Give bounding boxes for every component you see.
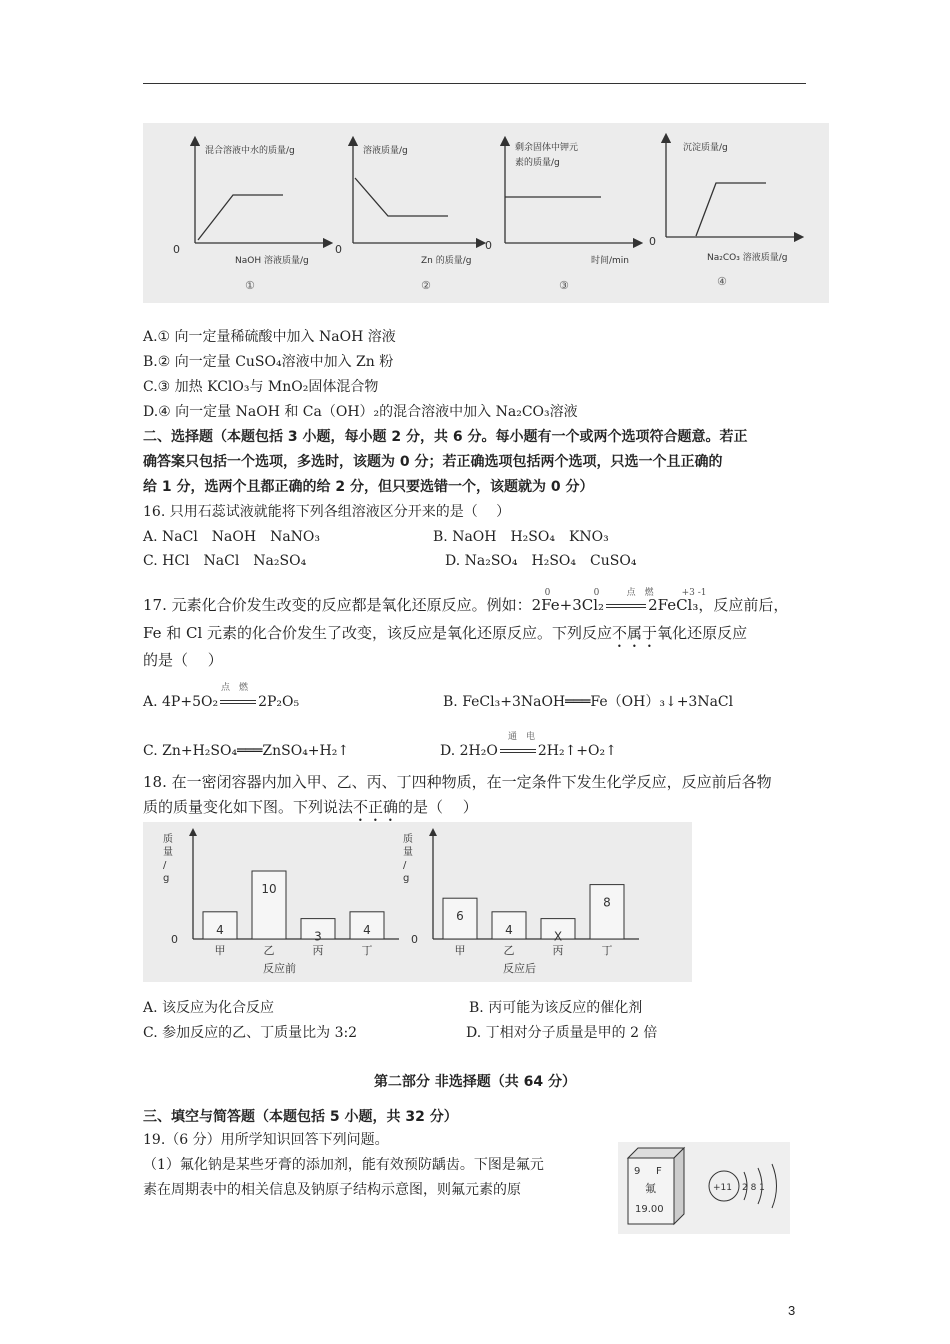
q16-option-d: D. Na₂SO₄ H₂SO₄ CuSO₄	[445, 553, 637, 569]
element-number: 9	[634, 1166, 641, 1177]
y-axis-label: 质量/ g	[403, 834, 413, 884]
part2-title: 第二部分 非选择题（共 64 分）	[373, 1074, 577, 1090]
q17-stem-line1: 17. 元素化合价发生改变的反应都是氧化还原反应。例如： 0 0 点 燃 +3 -1 2Fe+3Cl₂ 2FeCl₃，反应前后，	[143, 588, 789, 614]
graph-4-curve	[696, 183, 766, 236]
chart-title: 反应前	[263, 962, 296, 975]
category-label: 甲	[214, 944, 226, 957]
category-label: 丁	[361, 944, 373, 957]
element-symbol: F	[656, 1166, 662, 1177]
graph-3-ylabel: 剩余固体中钾元	[515, 143, 579, 153]
graph-4-num: ④	[717, 275, 727, 288]
category-label: 乙	[503, 944, 515, 957]
q17-option-a: 点 燃 A. 4P+5O₂ 2P₂O₅	[143, 683, 300, 710]
graph-1-ylabel: 混合溶液中水的质量/g	[205, 146, 295, 156]
graph-4-xlabel: Na₂CO₃ 溶液质量/g	[707, 253, 788, 263]
fluorine-figure	[618, 1142, 790, 1234]
data-label: X	[553, 929, 563, 944]
q18-option-c: C. 参加反应的乙、丁质量比为 3:2	[143, 1025, 358, 1041]
q18-option-d: D. 丁相对分子质量是甲的 2 倍	[466, 1025, 658, 1041]
section2-line1: 二、选择题（本题包括 3 小题，每小题 2 分，共 6 分。每小题有一个或两个选项符合题意。若正	[143, 429, 748, 445]
q18-option-b: B. 丙可能为该反应的催化剂	[469, 1000, 643, 1016]
bar-chart-1	[163, 828, 399, 975]
section2-line3: 给 1 分，选两个且都正确的给 2 分，但只要选错一个，该题就为 0 分）	[143, 479, 594, 495]
data-label: 3	[314, 929, 322, 944]
graph-2-xlabel: Zn 的质量/g	[421, 256, 472, 266]
atom-shells: 2 8 1	[742, 1183, 765, 1193]
q19-stem: 19.（6 分）用所学知识回答下列问题。	[143, 1132, 389, 1148]
q19-part1-line1: （1）氟化钠是某些牙膏的添加剂，能有效预防龋齿。下图是氟元	[143, 1157, 544, 1173]
q18-option-a: A. 该反应为化合反应	[143, 1000, 275, 1016]
section2-line2: 确答案只包括一个选项，多选时，该题为 0 分；若正确选项包括两个选项，只选一个且正确的	[143, 454, 723, 470]
category-label: 丁	[601, 944, 613, 957]
data-label: 10	[261, 882, 277, 896]
q18-stem-line2: 质的质量变化如下图。下列说法不正确的是（ ）	[143, 798, 478, 816]
svg-text:0: 0	[335, 243, 342, 256]
graph-2-curve	[355, 178, 448, 216]
bar-charts-svg	[143, 822, 692, 982]
svg-text:0: 0	[173, 243, 180, 256]
bar-丁	[590, 885, 624, 939]
section3-heading: 三、填空与简答题（本题包括 5 小题，共 32 分）	[143, 1109, 458, 1125]
q16-option-c: C. HCl NaCl Na₂SO₄	[143, 553, 307, 569]
q18-stem-line1: 18. 在一密闭容器内加入甲、乙、丙、丁四种物质，在一定条件下发生化学反应，反应前后各物	[143, 773, 772, 791]
q16-stem: 16. 只用石蕊试液就能将下列各组溶液区分开来的是（ ）	[143, 504, 511, 520]
element-mass: 19.00	[635, 1204, 664, 1215]
category-label: 丙	[552, 944, 564, 957]
graph-2-ylabel: 溶液质量/g	[363, 146, 408, 156]
q17-option-d: 通 电 D. 2H₂O 2H₂↑+O₂↑	[440, 732, 617, 759]
y-axis-arrow	[429, 828, 437, 836]
q17-option-c: C. Zn+H₂SO₄═══ZnSO₄+H₂↑	[143, 743, 350, 759]
graph-1-curve	[198, 195, 283, 240]
graph-4	[649, 138, 799, 288]
q15-option-b: B.② 向一定量 CuSO₄溶液中加入 Zn 粉	[143, 354, 394, 370]
data-label: 8	[603, 895, 611, 910]
graphs-panel	[143, 123, 829, 303]
graph-2	[335, 141, 481, 292]
category-label: 甲	[454, 944, 466, 957]
atom-nucleus: +11	[713, 1183, 732, 1193]
chart-title: 反应后	[503, 962, 536, 975]
page-number: 3	[788, 1303, 796, 1318]
q19-part1-line2: 素在周期表中的相关信息及钠原子结构示意图，则氟元素的原	[143, 1182, 521, 1198]
q16-option-b: B. NaOH H₂SO₄ KNO₃	[433, 529, 609, 545]
graph-3	[485, 141, 638, 292]
q17-stem-line3: 的是（ ）	[143, 651, 223, 669]
q18-emphasis: 不正确	[353, 798, 399, 816]
element-name: 氟	[645, 1182, 656, 1195]
graphs-svg	[143, 123, 829, 303]
q15-option-c: C.③ 加热 KClO₃与 MnO₂固体混合物	[143, 379, 379, 395]
category-label: 丙	[312, 944, 324, 957]
graph-1-xlabel: NaOH 溶液质量/g	[235, 256, 309, 266]
q17-emphasis: 不属于	[612, 624, 658, 642]
bar-charts-panel	[143, 822, 692, 982]
q16-option-a: A. NaCl NaOH NaNO₃	[143, 529, 321, 545]
category-label: 乙	[263, 944, 275, 957]
data-label: 4	[505, 922, 513, 937]
q15-option-d: D.④ 向一定量 NaOH 和 Ca（OH）₂的混合溶液中加入 Na₂CO₃溶液	[143, 404, 578, 420]
q15-option-a: A.① 向一定量稀硫酸中加入 NaOH 溶液	[143, 329, 396, 345]
data-label: 6	[456, 909, 464, 924]
origin-label: 0	[171, 933, 178, 946]
graph-2-num: ②	[421, 279, 431, 292]
graph-4-ylabel: 沉淀质量/g	[683, 143, 728, 153]
sodium-atom-diagram	[709, 1164, 777, 1208]
header-rule	[143, 83, 806, 84]
data-label: 4	[363, 922, 371, 937]
y-axis-arrow	[189, 828, 197, 836]
q17-option-b: B. FeCl₃+3NaOH═══Fe（OH）₃↓+3NaCl	[443, 694, 734, 710]
q17-example-equation: 0 0 点 燃 +3 -1 2Fe+3Cl₂ 2FeCl₃	[531, 588, 707, 614]
graph-3-xlabel: 时间/min	[591, 256, 630, 266]
element-card	[628, 1148, 684, 1224]
graph-1	[173, 141, 328, 292]
svg-text:0: 0	[485, 239, 492, 252]
svg-text:0: 0	[649, 235, 656, 248]
origin-label: 0	[411, 933, 418, 946]
svg-text:素的质量/g: 素的质量/g	[515, 158, 560, 168]
bar-chart-2	[403, 828, 639, 975]
graph-3-num: ③	[559, 279, 569, 292]
data-label: 4	[216, 922, 224, 937]
graph-1-num: ①	[245, 279, 255, 292]
q17-stem-line2: Fe 和 Cl 元素的化合价发生了改变，该反应是氧化还原反应。下列反应不属于氧化还原反应	[143, 624, 748, 642]
y-axis-label: 质量/ g	[163, 834, 173, 884]
